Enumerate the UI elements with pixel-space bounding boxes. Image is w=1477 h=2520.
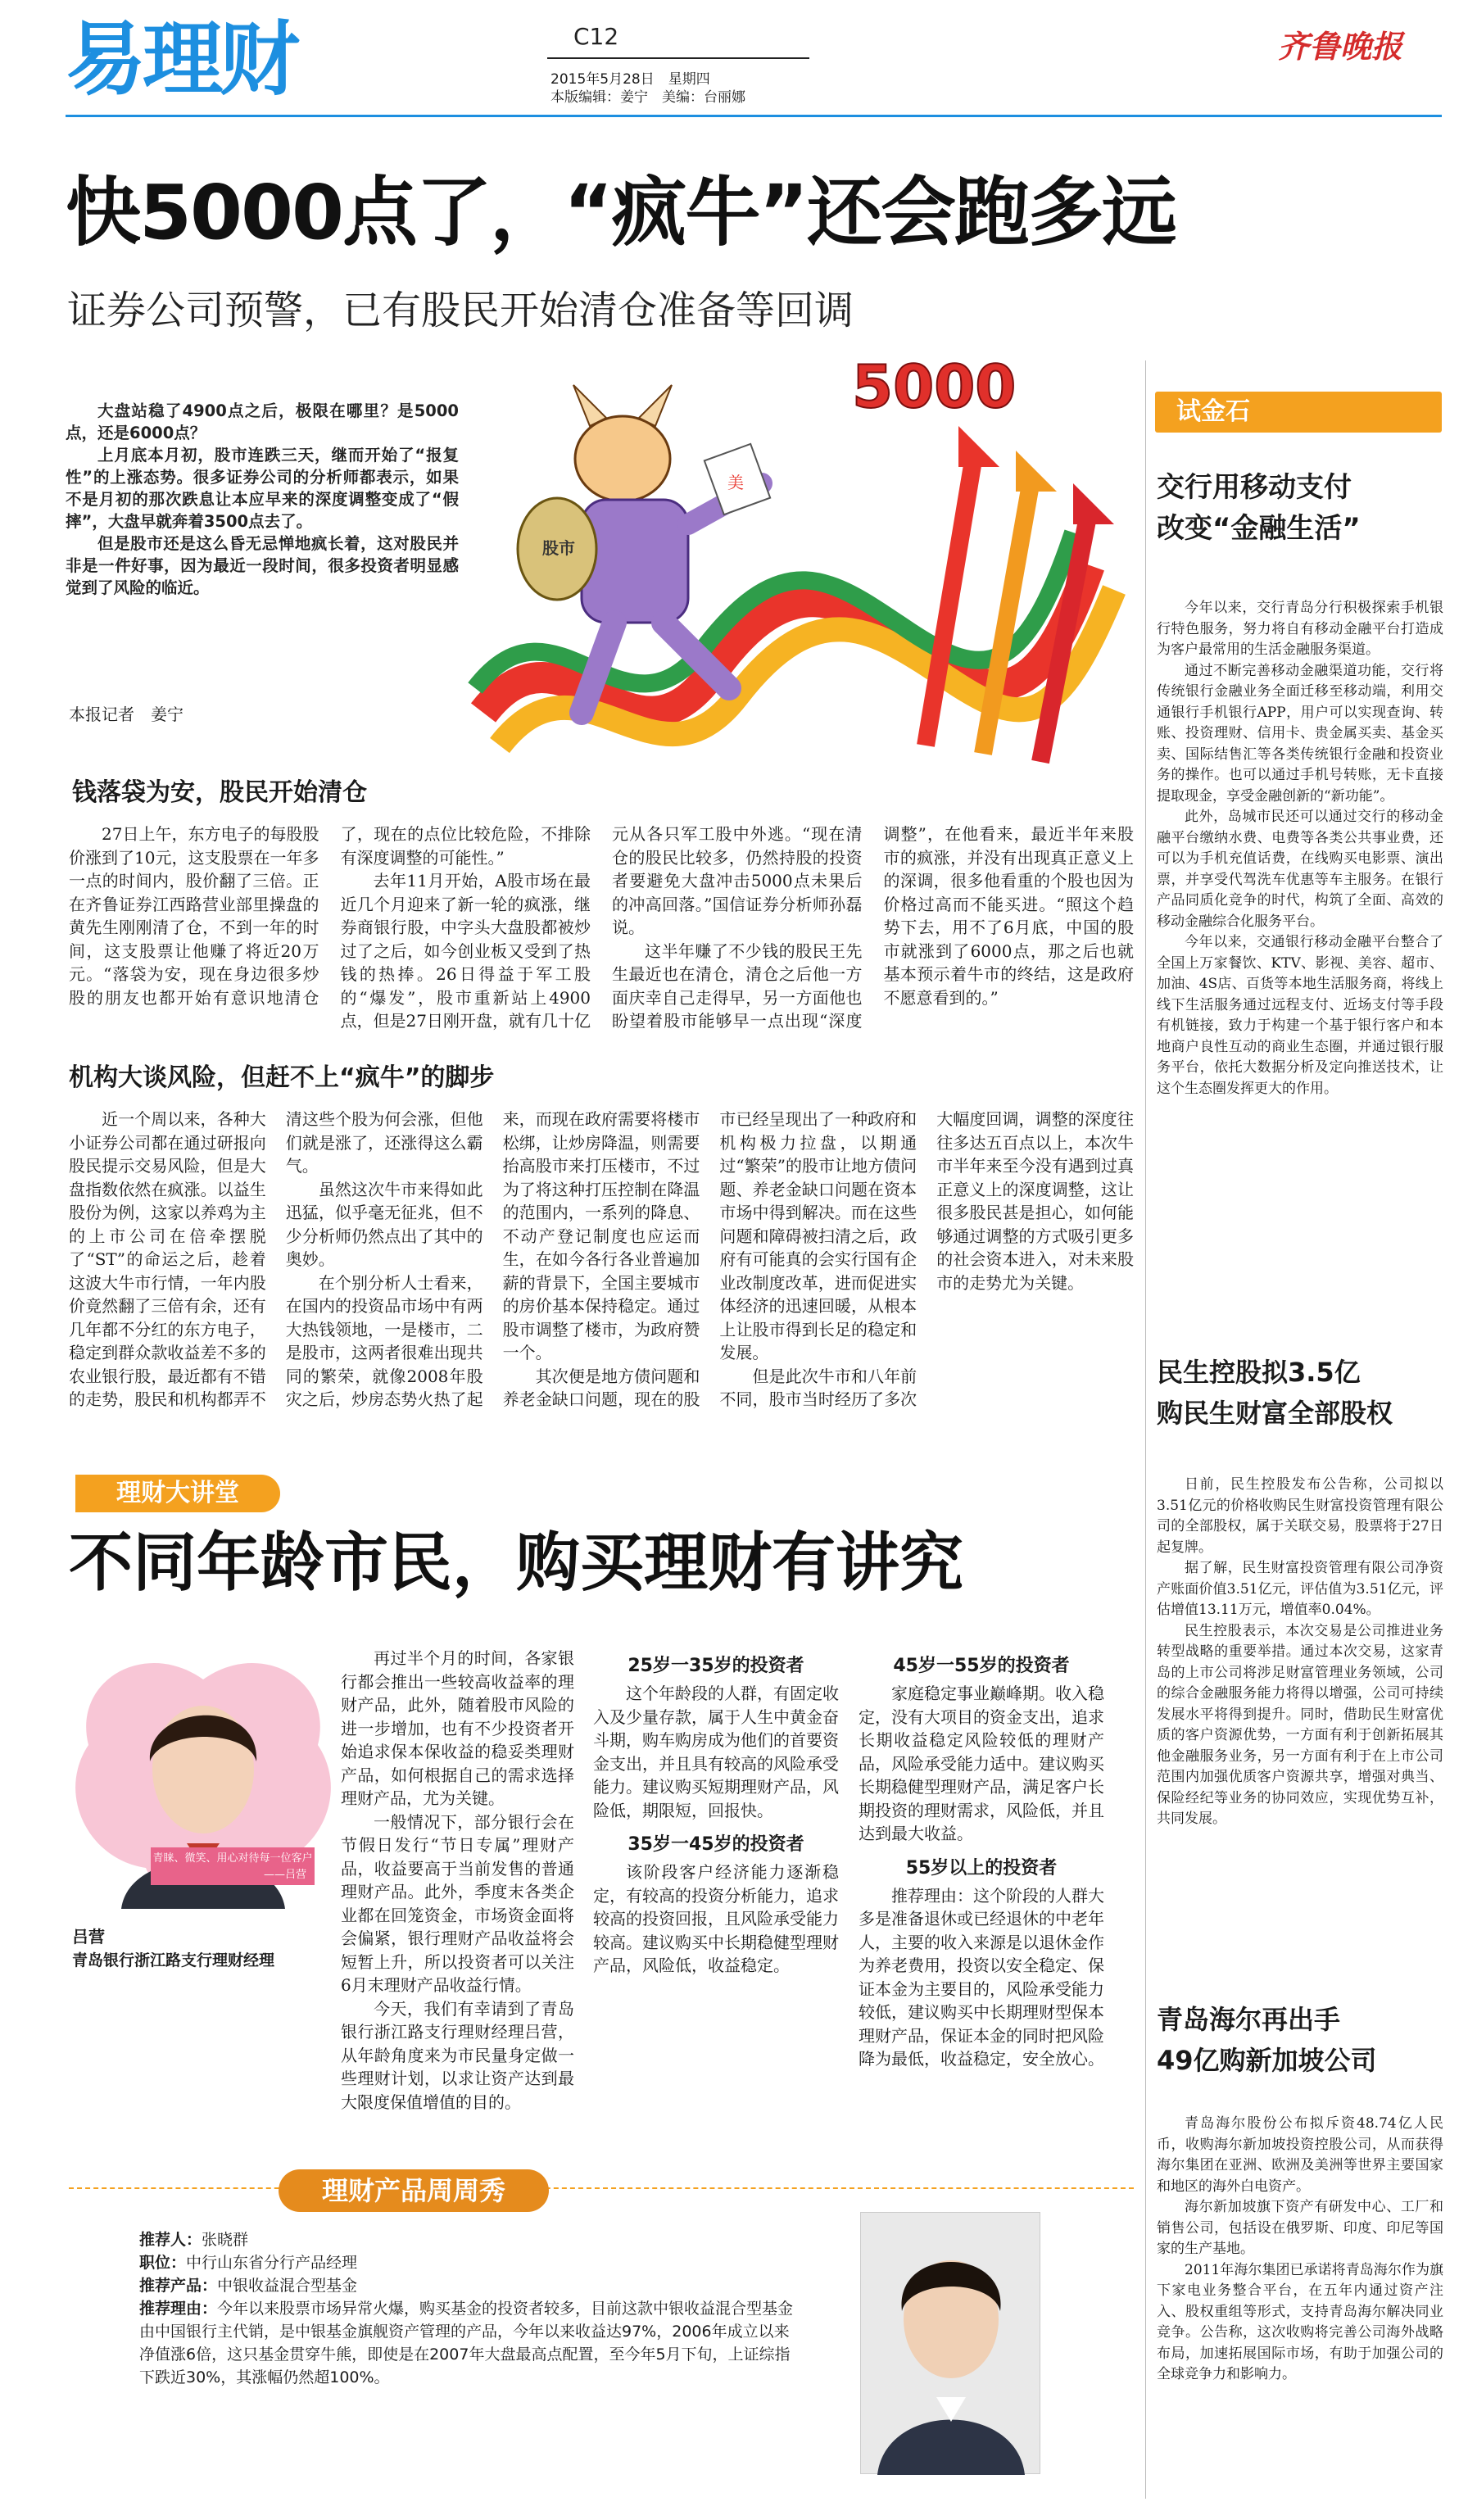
- body-paragraph: 虽然这次牛市来得如此迅猛，似乎毫无征兆，但不少分析师仍然点出了其中的奥妙。: [285, 1179, 483, 1269]
- group-text: 这个年龄段的人群，有固定收入及少量存款，属于人生中黄金奋斗期，购车购房成为他们的首要资金支出，并且具有较高的风险承受能力。建议购买短期理财产品，风险低，期限短，回报快。: [593, 1684, 839, 1820]
- recommender-portrait: [861, 2213, 1041, 2475]
- group-heading: 45岁一55岁的投资者: [893, 1656, 1070, 1676]
- body-paragraph: 据了解，民生财富投资管理有限公司净资产账面价值3.51亿元，评估值为3.51亿元，评估增值13.11万元，增值率0.04%。: [1157, 1560, 1443, 1618]
- intro-paragraph: 大盘站稳了4900点之后，极限在哪里？是5000点，还是6000点？: [66, 401, 459, 442]
- group-heading: 55岁以上的投资者: [905, 1857, 1058, 1879]
- section-logo: 易理财: [66, 13, 297, 107]
- weekly-product-tag: 理财产品周周秀: [279, 2169, 549, 2212]
- lead-intro: [66, 400, 459, 599]
- photo-banner-text: 青睐、微笑、用心对待每一位客户: [152, 1852, 313, 1865]
- intro-paragraph: 但是股市还是这么昏无忌惮地疯长着，这对股民并非是一件好事，因为最近一段时间，很多投资者明显感觉到了风险的临近。: [66, 534, 459, 597]
- page-subtitle: 证券公司预警，已有股民开始清仓准备等回调: [67, 288, 854, 333]
- recommender-photo: [860, 2212, 1040, 2474]
- sidebar-story-body: [1157, 1475, 1443, 1830]
- page-number: C12: [573, 23, 619, 50]
- weekly-product-details: [139, 2228, 795, 2389]
- body-paragraph: 今年以来，交行青岛分行积极探索手机银行特色服务，努力将自有移动金融平台打造成为客户最常用的生活金融服务渠道。: [1157, 600, 1443, 658]
- body-paragraph: 通过不断完善移动金融渠道功能，交行将传统银行金融业务全面迁移至移动端，利用交通银行手机银行APP，用户可以实现查询、转账、投资理财、信用卡、贵金属买卖、基金买卖、国际结售汇等各类传统银行金融和投资业务的操作。也可以通过手机号转账，无卡直接提取现金，享受金融创新的“新功能”。: [1157, 662, 1443, 804]
- sidebar-divider: [1145, 360, 1146, 2499]
- byline: 本报记者 姜宁: [69, 705, 183, 724]
- body-paragraph: 青岛海尔股份公布拟斥资48.74亿人民币，收购海尔新加坡投资控股公司，从而获得海尔集团在亚洲、欧洲及美洲等世界主要国家和地区的海外白电资产。: [1157, 2115, 1443, 2195]
- body-paragraph: 在个别分析人士看来，在国内的投资品市场中有两大热钱领地，一是楼市，二是股市，这两者很难出现共同的繁荣，就像2008年股灾之后，炒房态势火热了起来，而现在政府需要将楼市松绑，让炒房降温，则需要抬高股市来打压楼市，不过为了将这种打压控制在降温的范围内，一系列的降息、不动产登记制度也应运而生，在如今各行各业普遍加薪的背景下，全国主要城市的房价基本保持稳定。通过股市调整了楼市，为政府赞一个。: [285, 1109, 700, 1409]
- detail-row: 职位：中行山东省分行产品经理: [139, 2254, 358, 2272]
- index-5000-label: 5000: [852, 352, 1017, 421]
- sidebar-story-body: [1157, 598, 1443, 1099]
- lecture-body-col3: [859, 1647, 1104, 2071]
- group-text: 该阶段客户经济能力逐渐稳定，有较高的投资分析能力，追求较高的投资回报，且风险承受能力较高。建议购买中长期稳健型理财产品，风险低，收益稳定。: [593, 1862, 839, 1975]
- issue-date: 2015年5月28日 星期四: [550, 71, 710, 88]
- body-paragraph: 这半年赚了不少钱的股民王先生最近也在清仓，清仓之后他一方面庆幸自己走得早，另一方面他也盼望着股市能够早一点出现“深度调整”，在他看来，最近半年来股市的疯涨，并没有出现真正意义上的深调，很多他看重的个股也因为价格过高而不能买进。“照这个趋势下去，用不了6月底，中国的股市就涨到了6000点，那之后也就基本预示着牛市的终结，这是政府不愿意看到的。”: [612, 824, 1134, 1031]
- body-paragraph: 去年11月开始，A股市场在最近几个月迎来了新一轮的疯涨，继券商银行股，中字头大盘股都被炒过了之后，如今创业板又受到了热钱的热捧。26日得益于军工股的“爆发”，股市重新站上4900点，但是27日刚开盘，就有几十亿元从各只军工股中外逃。“现在清仓的股民比较多，仍然持股的投资者要避免大盘冲击5000点未果后的冲高回落。”国信证券分析师孙磊说。: [340, 824, 863, 1031]
- body-paragraph: 日前，民生控股发布公告称，公司拟以3.51亿元的价格收购民生财富投资管理有限公司的全部股权，属于关联交易，股票将于27日起复牌。: [1157, 1476, 1443, 1556]
- group-text: 推荐理由：这个阶段的人群大多是准备退休或已经退休的中老年人，主要的收入来源是以退休金作为养老费用，投资以安全稳定、保证本金为主要目的，风险承受能力较低，建议购买中长期理财型保本理财产品，保证本金的同时把风险降为最低，收益稳定，安全放心。: [859, 1885, 1104, 2069]
- body-paragraph: 近一个周以来，各种大小证券公司都在通过研报向股民提示交易风险，但是大盘指数依然在疯涨。以益生股份为例，这家以养鸡为主的上市公司在倍牵摆脱了“ST”的命运之后，趁着这波大牛市行情，一年内股价竟然翻了三倍有余，还有几年都不分红的东方电子，稳定到群众款收益差不多的农业银行股，最近都有不错的走势，股民和机构都弄不清这些个股为何会涨，但他们就是涨了，还涨得这么霸气。: [69, 1109, 483, 1409]
- photo-banner: [151, 1847, 315, 1885]
- body-paragraph: 27日上午，东方电子的每股股价涨到了10元，这支股票在一年多一点的时间内，股价翻了三倍。正在齐鲁证券江西路营业部里操盘的黄先生刚刚清了仓，不到一年的时间，这支股票让他赚了将近20万元。“落袋为安，现在身边很多炒股的朋友也都开始有意识地清仓了，现在的点位比较危险，不排除有深度调整的可能性。”: [69, 824, 591, 1008]
- sidebar-story-title: 民生控股拟3.5亿 购民生财富全部股权: [1157, 1357, 1393, 1429]
- lecturer-name: 吕营: [72, 1927, 105, 1947]
- intro-paragraph: 上月底本月初，股市连跌三天，继而开始了“报复性”的上涨态势。很多证券公司的分析师都表示，如果不是月初的那次跌息让本应早来的深度调整变成了“假摔”，大盘早就奔着3500点去了。: [66, 446, 459, 531]
- masthead-rule: [66, 115, 1442, 117]
- section-body: [69, 1108, 1134, 1460]
- group-text: 家庭稳定事业巅峰期。收入稳定，没有大项目的资金支出，追求长期收益稳定风险较低的理财产品，风险承受能力适中。建议购买长期稳健型理财产品，满足客户长期投资的理财需求，风险低，并且达到最大收益。: [859, 1684, 1104, 1843]
- paper-logo: 齐鲁晚报: [1278, 28, 1403, 65]
- lecture-body-col1: [341, 1647, 574, 2114]
- page-title: 快5000点了，“疯牛”还会跑多远: [66, 169, 1176, 256]
- sidebar-tag: 试金石: [1155, 392, 1442, 433]
- lecture-title: 不同年龄市民，购买理财有讲究: [69, 1526, 964, 1600]
- body-paragraph: 但是此次牛市和八年前不同，股市当时经历了多次大幅度回调，调整的深度往往多达五百点以上，本次牛市半年来至今没有遇到过真正意义上的深度调整，这让很多股民甚是担心，如何能够通过调整的方式吸引更多的社会资本进入，对未来股市的走势尤为关键。: [719, 1109, 1134, 1409]
- detail-row: 推荐产品：中银收益混合型基金: [139, 2277, 358, 2295]
- detail-row: 推荐人：张晓群: [139, 2231, 249, 2249]
- body-paragraph: 2011年海尔集团已承诺将青岛海尔作为旗下家电业务整合平台，在五年内通过资产注入、股权重组等形式，支持青岛海尔解决同业竞争。公告称，这次收购将完善公司海外战略布局，加速拓展国际市场，有助于加强公司的全球竞争力和影响力。: [1157, 2261, 1443, 2382]
- body-paragraph: 今天，我们有幸请到了青岛银行浙江路支行理财经理吕营，从年龄角度来为市民量身定做一些理财计划，以求让资产达到最大限度保值增值的目的。: [341, 1998, 574, 2112]
- sidebar-story-title: 青岛海尔再出手 49亿购新加坡公司: [1157, 2004, 1377, 2076]
- body-paragraph: 其次便是地方债问题和养老金缺口问题，现在的股市已经呈现出了一种政府和机构极力拉盘，以期通过“繁荣”的股市让地方债问题、养老金缺口问题在资本市场中得到解决。而在这些问题和障碍被扫清之后，政府有可能真的会实行国有企业改制度改革，进而促进实体经济的迅速回暖，从根本上让股市得到长足的稳定和发展。: [502, 1109, 917, 1409]
- body-paragraph: 一般情况下，部分银行会在节假日发行“节日专属”理财产品，收益要高于当前发售的普通理财产品。此外，季度末各类企业都在回笼资金，市场资金面将会偏紧，银行理财产品收益将会短暂上升，所以投资者可以关注6月末理财产品收益行情。: [341, 1811, 574, 1995]
- group-heading: 35岁一45岁的投资者: [627, 1834, 804, 1855]
- lecture-body-col2: [593, 1647, 839, 1978]
- masthead-divider: [547, 57, 809, 59]
- lecturer-title: 青岛银行浙江路支行理财经理: [72, 1951, 275, 1969]
- editors-credit: 本版编辑：姜宁 美编：台丽娜: [550, 89, 745, 106]
- body-paragraph: 今年以来，交通银行移动金融平台整合了全国上万家餐饮、KTV、影视、美容、超市、加油、4S店、百货等本地生活服务商，将线上线下生活服务通过远程支付、近场支付等手段有机链接，致力于构建一个基于银行客户和本地商户良性互动的商业生态圈，并通过银行服务平台，依托大数据分析及定向推送技术，让这个生态圈发挥更大的作用。: [1157, 934, 1443, 1097]
- body-paragraph: 民生控股表示，本次交易是公司推进业务转型战略的重要举措。通过本次交易，这家青岛的上市公司将涉足财富管理业务领域，公司的综合金融服务能力将得以增强，公司可持续发展水平将得到提升。同时，借助民生财富优质的客户资源优势，一方面有利于创新拓展其他金融服务业务，另一方面有利于在上市公司范围内加强优质客户资源共享，增强对典当、保险经纪等业务的协同效应，实现优势互补，共同发展。: [1157, 1622, 1443, 1827]
- section-heading: 钱落袋为安，股民开始清仓: [72, 778, 367, 807]
- photo-banner-sign: ——吕营: [263, 1869, 306, 1881]
- paper-label: 美: [727, 473, 744, 492]
- section-body: [69, 823, 1134, 1044]
- lecture-tag: 理财大讲堂: [75, 1475, 280, 1512]
- sidebar-story-title: 交行用移动支付 改变“金融生活”: [1157, 471, 1361, 545]
- sidebar-story-body: [1157, 2114, 1443, 2386]
- body-paragraph: 再过半个月的时间，各家银行都会推出一些较高收益率的理财产品，此外，随着股市风险的进一步增加，也有不少投资者开始追求保本保收益的稳妥类理财产品，如何根据自己的需求选择理财产品，尤为关键。: [341, 1648, 574, 1808]
- bull-illustration-svg: [467, 360, 1139, 795]
- group-heading: 25岁一35岁的投资者: [627, 1656, 804, 1676]
- bull-market-illustration: [467, 352, 1139, 795]
- body-paragraph: 海尔新加坡旗下资产有研发中心、工厂和销售公司，包括设在俄罗斯、印度、印尼等国家的生产基地。: [1157, 2199, 1443, 2257]
- section-heading: 机构大谈风险，但赶不上“疯牛”的脚步: [69, 1063, 495, 1092]
- bag-label: 股市: [542, 538, 575, 558]
- lecturer-photo: [72, 1647, 334, 1909]
- body-paragraph: 此外，岛城市民还可以通过交行的移动金融平台缴纳水费、电费等各类公共事业费，还可以为手机充值话费，在线购买电影票、演出票，并享受代驾洗车优惠等车主服务。在银行产品同质化竞争的时代，构筑了全面、高效的移动金融综合化服务平台。: [1157, 809, 1443, 930]
- detail-row: 推荐理由：今年以来股票市场异常火爆，购买基金的投资者较多，目前这款中银收益混合型基金由中国银行主代销，是中银基金旗舰资产管理的产品，今年以来收益达97%，2006年成立以来净值涨6倍，这只基金贯穿牛熊，即使是在2007年大盘最高点配置，至今年5月下旬，上证综指下跌近30%，其涨幅仍然超100%。: [139, 2300, 794, 2386]
